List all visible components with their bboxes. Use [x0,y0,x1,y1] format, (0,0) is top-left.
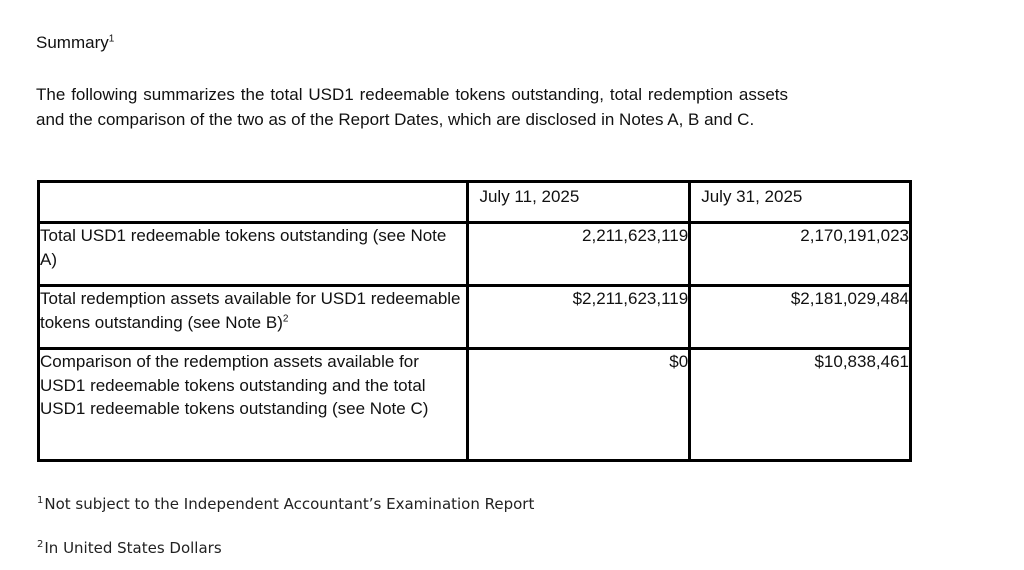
header-date-july-11: July 11, 2025 [468,182,690,223]
table-row [39,286,911,349]
summary-table [37,180,912,462]
intro-paragraph: The following summarizes the total USD1 redeemable tokens outstanding, total redemption assets and the comparison of the two as of the Report Dates, which are disclosed in Notes A, B and C. [36,85,788,129]
row-label-comparison [39,349,468,461]
row-label-redemption-assets [39,286,468,349]
footnote-text: Not subject to the Independent Accountant’s Examination Report [44,495,535,513]
table-row [39,223,911,286]
value-assets-july-31: $2,181,029,484 [690,286,911,349]
row-label-tokens-outstanding [39,223,468,286]
value-tokens-july-31: 2,170,191,023 [690,223,911,286]
row-label-text: Comparison of the redemption assets available for USD1 redeemable tokens outstanding and the total USD1 redeemable tokens outstanding (see Note C) [40,352,429,418]
footnote-1 [37,495,534,513]
heading-footnote-mark: 1 [108,33,115,45]
summary-heading-text: Summary [36,33,109,52]
footnote-mark: 2 [37,539,44,550]
value-comparison-july-31: $10,838,461 [690,349,911,461]
row-footnote-mark: 2 [282,312,289,324]
value-assets-july-11: $2,211,623,119 [468,286,690,349]
value-comparison-july-11: $0 [468,349,690,461]
summary-heading [36,33,114,53]
header-date-july-31: July 31, 2025 [690,182,911,223]
footnote-mark: 1 [37,495,44,506]
header-blank-cell [39,182,468,223]
table-header-row [39,182,911,223]
row-label-text: Total redemption assets available for USD1 redeemable tokens outstanding (see Note B) [40,289,461,332]
value-tokens-july-11: 2,211,623,119 [468,223,690,286]
footnote-2 [37,539,222,557]
footnote-text: In United States Dollars [44,539,222,557]
table-row [39,349,911,461]
row-label-text: Total USD1 redeemable tokens outstanding (see Note A) [40,226,447,269]
